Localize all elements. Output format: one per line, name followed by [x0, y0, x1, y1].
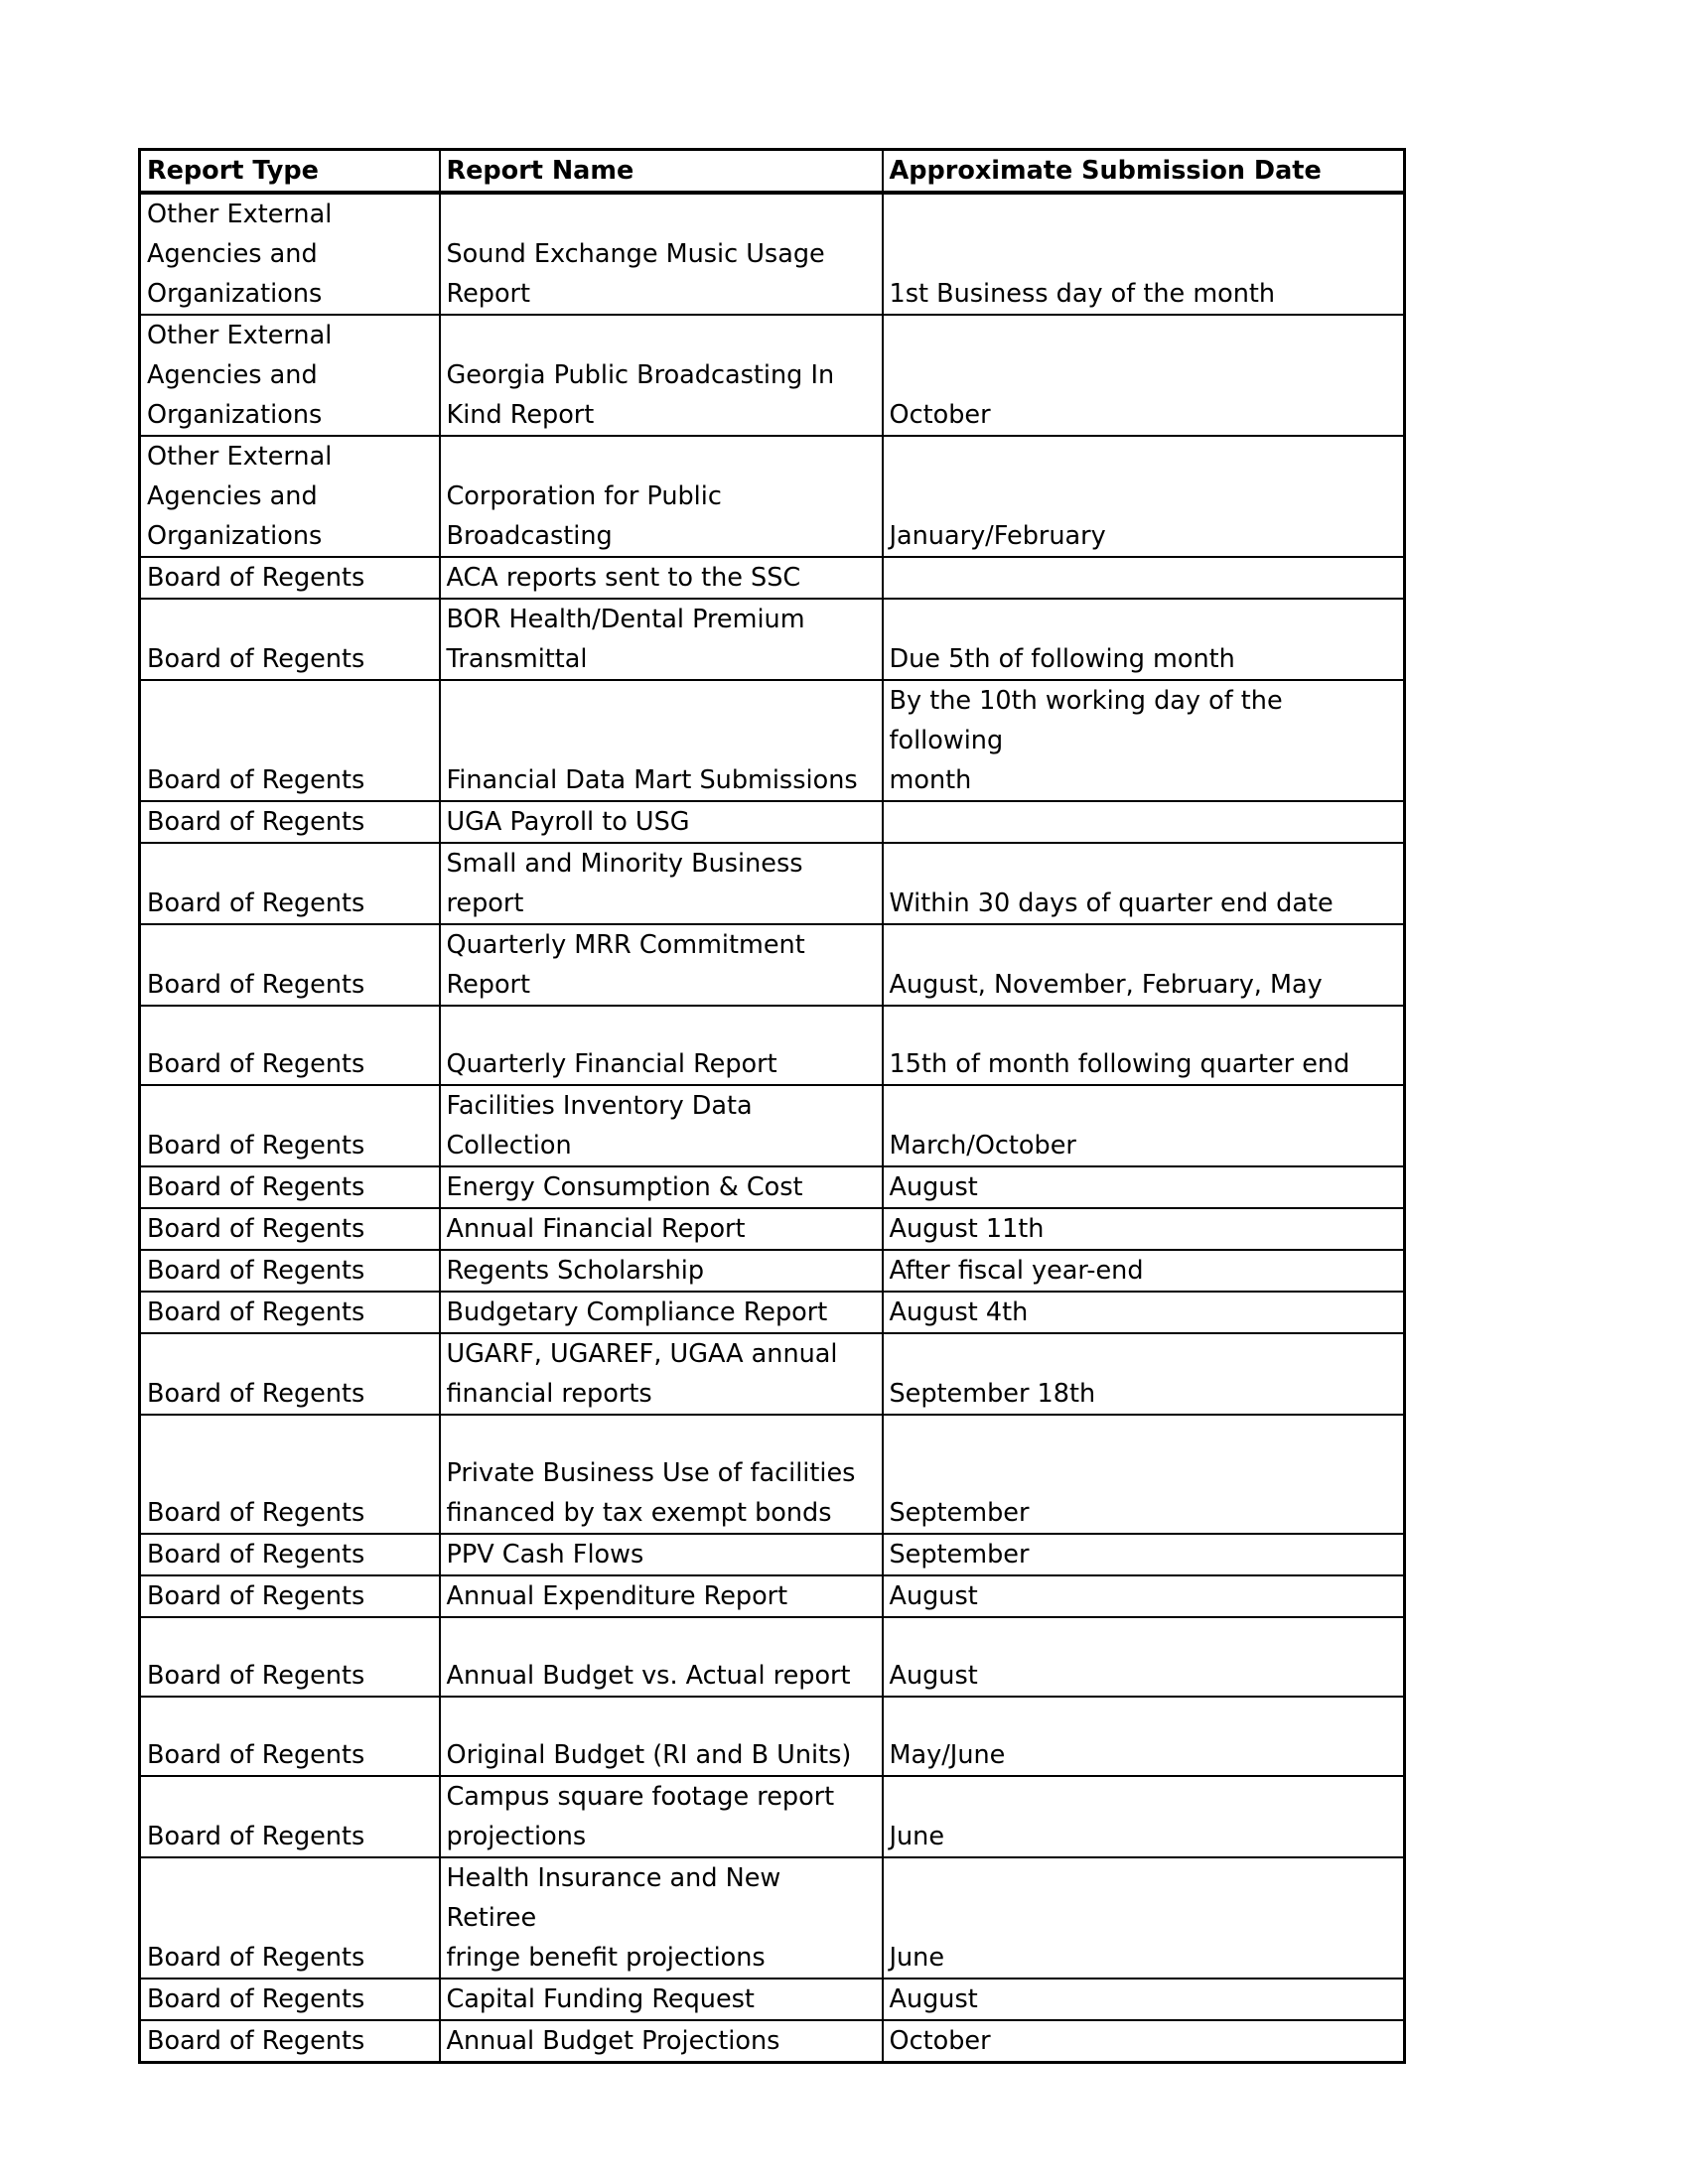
cell-report-type: Board of Regents — [140, 1776, 440, 1857]
table-row — [140, 436, 1405, 557]
table-row — [140, 1006, 1405, 1085]
table-row — [140, 1979, 1405, 2020]
cell-submission-date: May/June — [883, 1697, 1405, 1776]
table-row — [140, 1166, 1405, 1208]
cell-submission-date: September — [883, 1534, 1405, 1575]
table-row — [140, 315, 1405, 436]
cell-report-name: Quarterly MRR Commitment Report — [440, 924, 883, 1006]
table-body — [140, 193, 1405, 2063]
cell-submission-date: March/October — [883, 1085, 1405, 1166]
cell-report-type: Board of Regents — [140, 1534, 440, 1575]
table-row — [140, 193, 1405, 315]
cell-report-name: Small and Minority Business report — [440, 843, 883, 924]
cell-submission-date: August — [883, 1166, 1405, 1208]
cell-report-type: Board of Regents — [140, 599, 440, 680]
cell-report-type: Board of Regents — [140, 801, 440, 843]
header-report-type: Report Type — [140, 150, 440, 194]
cell-submission-date: Due 5th of following month — [883, 599, 1405, 680]
cell-report-name: Annual Financial Report — [440, 1208, 883, 1250]
table-row — [140, 1776, 1405, 1857]
cell-submission-date: August — [883, 1575, 1405, 1617]
cell-report-type: Board of Regents — [140, 1617, 440, 1697]
table-row — [140, 599, 1405, 680]
cell-report-type: Board of Regents — [140, 1292, 440, 1333]
table-row — [140, 1857, 1405, 1979]
cell-submission-date: June — [883, 1857, 1405, 1979]
header-submission-date: Approximate Submission Date — [883, 150, 1405, 194]
table-row — [140, 1697, 1405, 1776]
cell-report-type: Other External Agencies and Organizations — [140, 193, 440, 315]
cell-report-name: Annual Budget vs. Actual report — [440, 1617, 883, 1697]
cell-report-name: Facilities Inventory Data Collection — [440, 1085, 883, 1166]
cell-submission-date — [883, 557, 1405, 599]
cell-report-type: Board of Regents — [140, 2020, 440, 2063]
cell-submission-date: September — [883, 1415, 1405, 1534]
cell-report-type: Board of Regents — [140, 1979, 440, 2020]
table-row — [140, 680, 1405, 801]
cell-report-type: Other External Agencies and Organizations — [140, 315, 440, 436]
cell-report-type: Board of Regents — [140, 1006, 440, 1085]
table-row — [140, 1575, 1405, 1617]
table-row — [140, 2020, 1405, 2063]
cell-report-type: Other External Agencies and Organizations — [140, 436, 440, 557]
cell-report-name: UGARF, UGAREF, UGAA annual financial reports — [440, 1333, 883, 1415]
cell-report-type: Board of Regents — [140, 1250, 440, 1292]
cell-report-name: Energy Consumption & Cost — [440, 1166, 883, 1208]
cell-report-type: Board of Regents — [140, 1085, 440, 1166]
table-row — [140, 1333, 1405, 1415]
cell-report-name: PPV Cash Flows — [440, 1534, 883, 1575]
report-schedule-table — [138, 148, 1406, 2064]
table-row — [140, 1208, 1405, 1250]
cell-submission-date: August — [883, 1979, 1405, 2020]
cell-submission-date — [883, 801, 1405, 843]
header-row — [140, 150, 1405, 194]
cell-report-name: Annual Budget Projections — [440, 2020, 883, 2063]
table-row — [140, 924, 1405, 1006]
cell-submission-date: After fiscal year-end — [883, 1250, 1405, 1292]
table-row — [140, 1292, 1405, 1333]
cell-report-name: Financial Data Mart Submissions — [440, 680, 883, 801]
cell-submission-date: September 18th — [883, 1333, 1405, 1415]
table-row — [140, 1085, 1405, 1166]
cell-report-name: Health Insurance and New Retiree fringe benefit projections — [440, 1857, 883, 1979]
cell-submission-date: By the 10th working day of the following month — [883, 680, 1405, 801]
cell-submission-date: August — [883, 1617, 1405, 1697]
table-row — [140, 1250, 1405, 1292]
cell-report-type: Board of Regents — [140, 1697, 440, 1776]
table-row — [140, 801, 1405, 843]
cell-report-name: UGA Payroll to USG — [440, 801, 883, 843]
cell-submission-date: 1st Business day of the month — [883, 193, 1405, 315]
cell-report-type: Board of Regents — [140, 1333, 440, 1415]
cell-report-type: Board of Regents — [140, 1415, 440, 1534]
cell-submission-date: January/February — [883, 436, 1405, 557]
cell-report-type: Board of Regents — [140, 557, 440, 599]
table-row — [140, 1617, 1405, 1697]
cell-report-type: Board of Regents — [140, 1575, 440, 1617]
cell-report-type: Board of Regents — [140, 924, 440, 1006]
cell-report-type: Board of Regents — [140, 843, 440, 924]
cell-report-name: Corporation for Public Broadcasting — [440, 436, 883, 557]
cell-report-name: Annual Expenditure Report — [440, 1575, 883, 1617]
cell-submission-date: August, November, February, May — [883, 924, 1405, 1006]
cell-report-name: Budgetary Compliance Report — [440, 1292, 883, 1333]
cell-report-name: BOR Health/Dental Premium Transmittal — [440, 599, 883, 680]
cell-submission-date: August 4th — [883, 1292, 1405, 1333]
table-row — [140, 843, 1405, 924]
cell-submission-date: 15th of month following quarter end — [883, 1006, 1405, 1085]
cell-submission-date: October — [883, 315, 1405, 436]
cell-submission-date: October — [883, 2020, 1405, 2063]
cell-report-name: Quarterly Financial Report — [440, 1006, 883, 1085]
cell-report-name: Georgia Public Broadcasting In Kind Report — [440, 315, 883, 436]
cell-report-name: ACA reports sent to the SSC — [440, 557, 883, 599]
cell-report-type: Board of Regents — [140, 1208, 440, 1250]
cell-submission-date: Within 30 days of quarter end date — [883, 843, 1405, 924]
cell-report-name: Campus square footage report projections — [440, 1776, 883, 1857]
table-row — [140, 1415, 1405, 1534]
header-report-name: Report Name — [440, 150, 883, 194]
cell-report-name: Original Budget (RI and B Units) — [440, 1697, 883, 1776]
cell-submission-date: June — [883, 1776, 1405, 1857]
table-row — [140, 1534, 1405, 1575]
cell-report-type: Board of Regents — [140, 680, 440, 801]
cell-submission-date: August 11th — [883, 1208, 1405, 1250]
cell-report-name: Private Business Use of facilities financed by tax exempt bonds — [440, 1415, 883, 1534]
cell-report-type: Board of Regents — [140, 1857, 440, 1979]
cell-report-name: Sound Exchange Music Usage Report — [440, 193, 883, 315]
cell-report-type: Board of Regents — [140, 1166, 440, 1208]
table-row — [140, 557, 1405, 599]
cell-report-name: Regents Scholarship — [440, 1250, 883, 1292]
cell-report-name: Capital Funding Request — [440, 1979, 883, 2020]
